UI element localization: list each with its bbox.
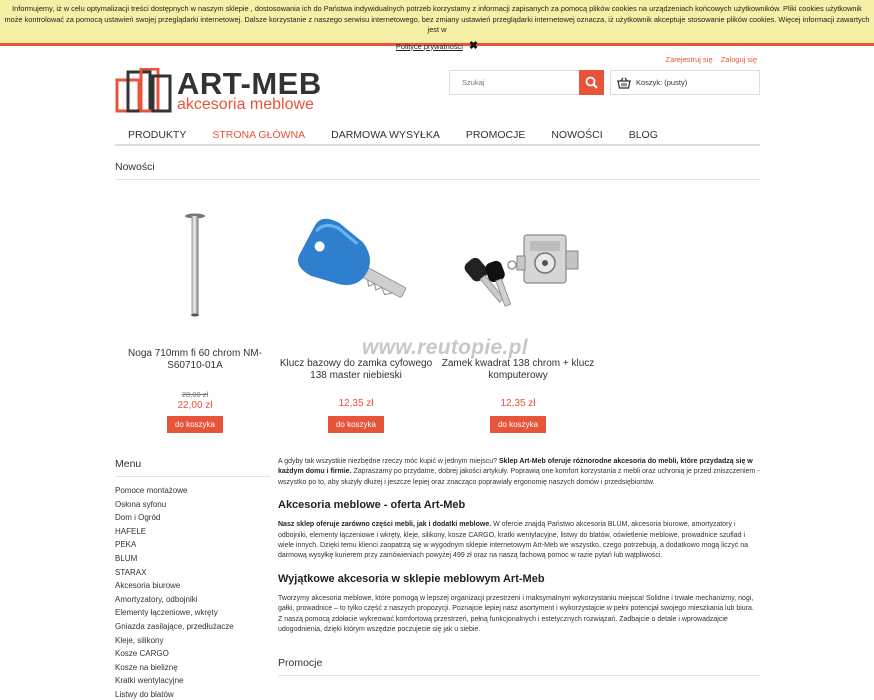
offer-paragraph: [278, 520, 760, 562]
register-link[interactable]: Zarejestruj się: [665, 55, 713, 64]
promotions-title: Promocje: [278, 657, 323, 669]
product-image[interactable]: [276, 205, 436, 325]
intro-text: A gdyby tak wszystkie niezbędne rzeczy móc kupić w jednym miejscu?: [278, 458, 499, 465]
menu-item[interactable]: Kosze CARGO: [115, 649, 169, 659]
product-image[interactable]: [438, 205, 598, 325]
cookie-text: Informujemy, iż w celu optymalizacji treści dostępnych w naszym sklepie , dostosowania ich do Państwa indywidualnych potrzeb korzystamy z informacji zapisanych za pomocą plików cookies na urządzeniach końcowych użytkowników. Pliki cookies użytkownik może kontrolować za pomocą ustawień swojej przeglądarki internetowej. Dalsze korzystanie z naszego serwisu internetowego, bez zmiany ustawień przeglądarki internetowej oznacza, iż użytkownik akceptuje stosowanie plików cookies. Więcej informacji zawartych jest w: [4, 4, 870, 34]
menu-item[interactable]: Akcesoria biurowe: [115, 581, 181, 591]
product-card: [438, 205, 598, 433]
product-name[interactable]: Noga 710mm fi 60 chrom NM-S60710-01A: [128, 348, 262, 371]
menu-item[interactable]: Dom i Ogród: [115, 513, 161, 523]
product-price: 12,35 zł: [338, 398, 374, 409]
add-to-cart-button[interactable]: do koszyka: [490, 416, 546, 433]
new-products-title: Nowości: [115, 161, 155, 173]
account-links: [660, 55, 757, 64]
menu-item[interactable]: HAFELE: [115, 526, 147, 536]
lock-with-keys-image: [438, 205, 598, 325]
heading-offer: Akcesoria meblowe - oferta Art-Meb: [278, 499, 466, 512]
cart-label: Koszyk:: [636, 78, 663, 87]
cart-widget[interactable]: [610, 70, 760, 95]
menu-item[interactable]: Gniazda zasilające, przedłużacze: [115, 621, 234, 631]
intro-bold: Sklep Art-Meb oferuje różnorodne akcesoria do mebli, które przydadzą się w każdym domu i firmie.: [278, 458, 753, 476]
menu-item[interactable]: Elementy łączeniowe, wkręty: [115, 608, 218, 618]
divider: [115, 179, 760, 180]
menu-title: Menu: [115, 458, 142, 470]
logo-tagline: akcesoria meblowe: [177, 96, 314, 113]
product-card: [276, 205, 436, 433]
divider: [278, 675, 760, 676]
intro-text-rest: Zapraszamy po przydatne, dobrej jakości artykuły. Poprawią one komfort korzystania z mebli oraz uchronią je przed zniszczeniem - wszystko po to, aby służyły dłużej i jeszcze lepiej oraz znacząco poprawiały ergonomię naszych domów i przedsiębiorstw.: [278, 468, 760, 486]
menu-item[interactable]: Osłona syfonu: [115, 499, 167, 509]
product-image[interactable]: [115, 205, 275, 325]
watermark: www.reutopie.pl: [362, 336, 528, 359]
menu-item[interactable]: PEKA: [115, 540, 137, 550]
menu-item[interactable]: Amortyzatory, odbojniki: [115, 594, 198, 604]
cookie-banner: [0, 0, 874, 52]
product-price: 22,00 zł: [177, 400, 213, 411]
offer-bold: Nasz sklep oferuje zarówno części mebli, jak i dodatki meblowe.: [278, 521, 492, 529]
heading-unique: Wyjątkowe akcesoria w sklepie meblowym Art-Meb: [278, 572, 545, 585]
add-to-cart-button[interactable]: do koszyka: [167, 416, 223, 433]
furniture-leg-image: [115, 205, 275, 325]
privacy-policy-link[interactable]: Polityce prywatności: [395, 41, 463, 51]
product-name[interactable]: Klucz bazowy do zamka cyfowego 138 master niebieski: [279, 358, 433, 381]
nav-item-home[interactable]: STRONA GŁÓWNA: [212, 129, 306, 141]
intro-paragraph: [278, 457, 760, 488]
product-name[interactable]: Zamek kwadrat 138 chrom + klucz komputerowy: [441, 358, 595, 381]
nav-item-promotions[interactable]: PROMOCJE: [465, 129, 526, 141]
menu-item[interactable]: Listwy do blatów: [115, 689, 174, 699]
menu-item[interactable]: BLUM: [115, 553, 138, 563]
nav-item-blog[interactable]: BLOG: [628, 129, 658, 141]
menu-item[interactable]: Kleje, silikony: [115, 635, 164, 645]
search-input[interactable]: [450, 71, 580, 94]
site-logo[interactable]: [115, 68, 345, 114]
unique-paragraph: Tworzymy akcesoria meblowe, które pomogą w lepszej organizacji przestrzeni i maksymalnym wykorzystaniu miejsca! Solidne i trwałe mechanizmy, nogi, gałki, prowadnice – to tylko część z naszych propozycji. Poznajcie lepiej nasz asortyment i wykorzystajcie w pełni potencjał swojego mieszkania lub biura. Z naszą pomocą zdołacie wykreować komfortową przestrzeń, pełną funkcjonalnych i estetycznych rozwiązań. Zadbajcie o detale i wprowadzajcie udogodnienia, dzięki którym wszędzie poczujecie się jak u siebie.: [278, 594, 754, 634]
search-icon: [585, 76, 598, 89]
shopping-basket-icon: [617, 77, 631, 89]
nav-item-free-shipping[interactable]: DARMOWA WYSYŁKA: [331, 129, 440, 141]
nav-item-products[interactable]: PRODUKTY: [128, 129, 187, 141]
product-price: 12,35 zł: [500, 398, 536, 409]
menu-item[interactable]: STARAX: [115, 567, 147, 577]
logo-mark-icon: [115, 68, 173, 114]
logo-name: ART-MEB: [177, 66, 322, 101]
category-menu: [115, 484, 270, 700]
cart-value: (pusty): [664, 78, 688, 87]
add-to-cart-button[interactable]: do koszyka: [328, 416, 384, 433]
menu-item[interactable]: Kosze na bieliznę: [115, 662, 178, 672]
offer-text: W ofercie znajdą Państwo akcesoria BLUM, akcesoria biurowe, amortyzatory i odbojniki, elementy łączeniowe i wkręty, kleje, silikony, kosze CARGO, kratki wentylacyjne, listwy do blatów, oświetlenie meblowe, prowadnice szuflad i wiele innych. Dzięki temu klienci zaopatrzą się w wygodnym sklepie internetowym Art-Meb we wszystko, czego potrzebują, a dodatkowo mogą liczyć na darmową wysyłkę kurierem przy zamówieniach powyżej 499 zł oraz na naszą fachową pomoc w razie pytań lub wątpliwości.: [278, 521, 748, 560]
seo-content: [278, 457, 760, 635]
nav-item-new[interactable]: NOWOŚCI: [551, 129, 603, 141]
blue-key-image: [276, 205, 436, 325]
main-nav: [115, 125, 760, 146]
close-icon[interactable]: ✖: [468, 39, 479, 52]
divider: [115, 476, 270, 477]
login-link[interactable]: Zaloguj się: [720, 55, 757, 64]
menu-item[interactable]: Pomoce montażowe: [115, 486, 188, 495]
menu-item[interactable]: Kratki wentylacyjne: [115, 676, 184, 686]
old-price: 28,00 zł: [181, 390, 209, 399]
search-button[interactable]: [579, 70, 604, 95]
product-card: [115, 205, 275, 433]
